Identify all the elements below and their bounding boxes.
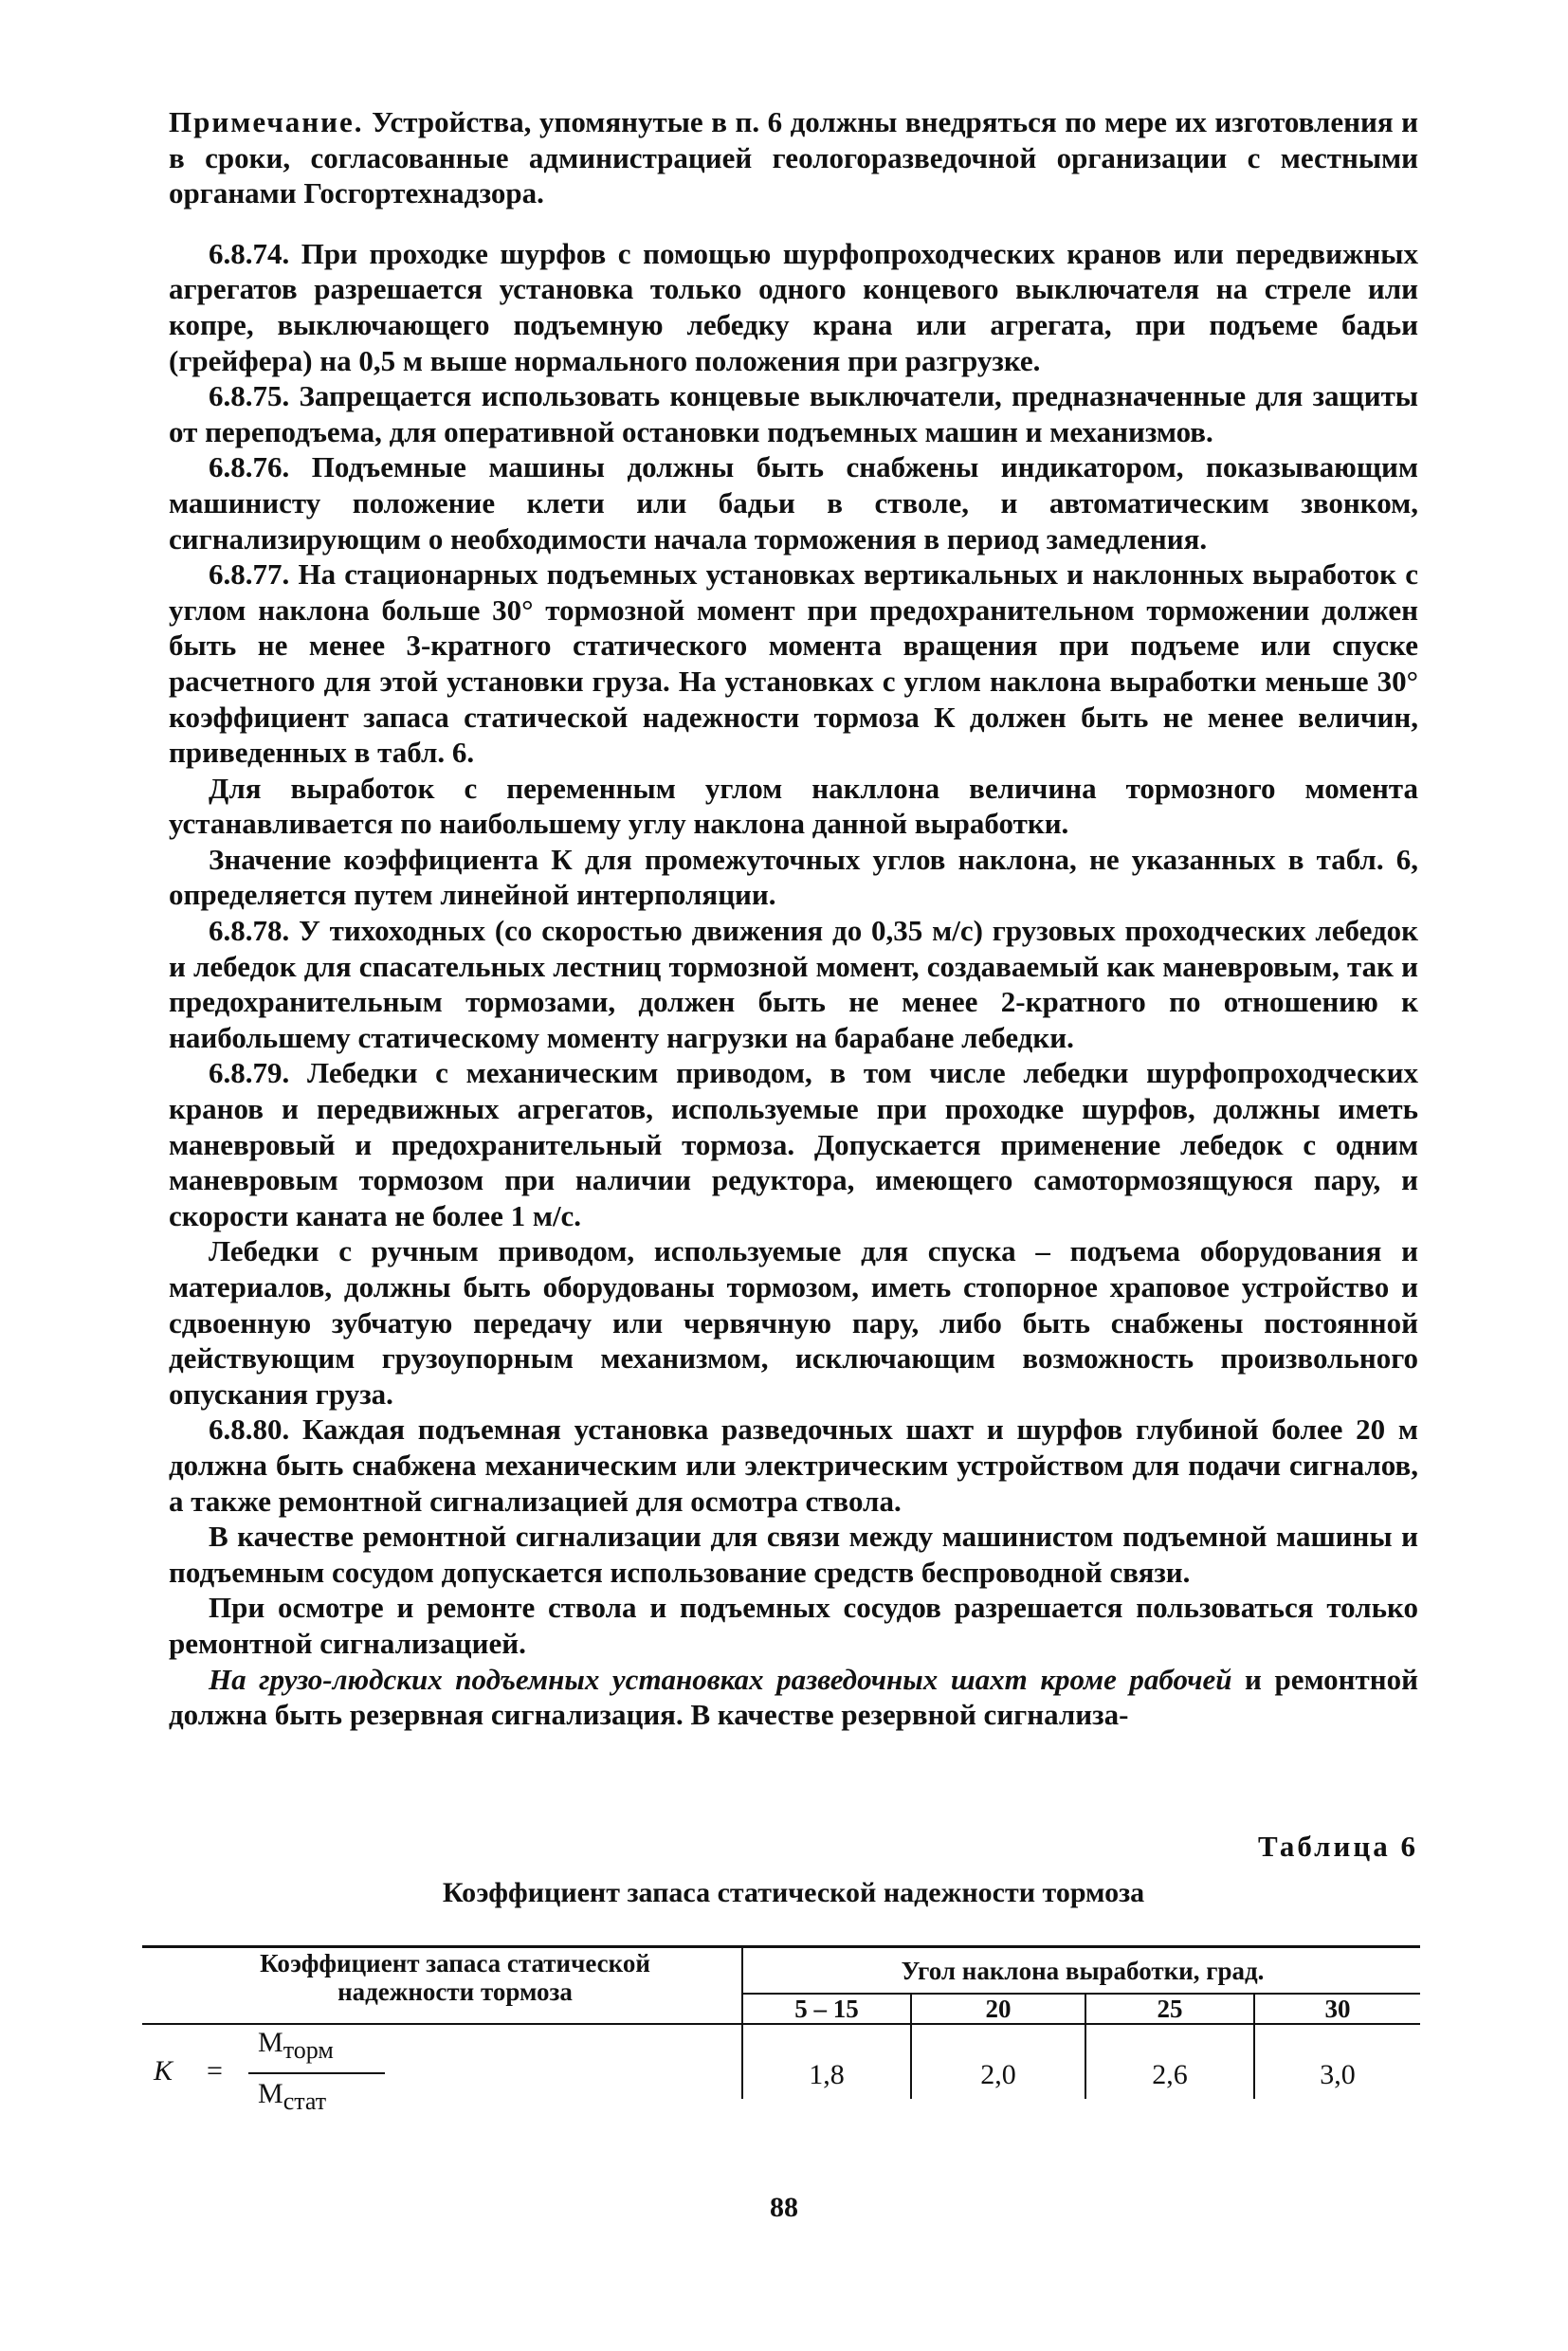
formula-symbol: К — [154, 2055, 173, 2087]
fraction-bar — [248, 2072, 385, 2074]
body-text — [169, 104, 1418, 1733]
paragraph-reserve-signal — [169, 1662, 1418, 1733]
paragraph-6-8-80: 6.8.80. Каждая подъемная установка разведочных шахт и шурфов глубиной более 20 м должна быть снабжена механическим или электрическим устройством для подачи сигналов, а также ремонтной сигнализацией для осмотра ствола. — [169, 1412, 1418, 1518]
paragraph-6-8-76: 6.8.76. Подъемные машины должны быть снабжены индикатором, показывающим машинисту положение клети или бадьи в стволе, и автоматическим звонком, сигнализирующим о необходимости начала торможения в период замедления. — [169, 450, 1418, 556]
formula-denominator — [258, 2078, 326, 2116]
value-30: 3,0 — [1320, 2059, 1356, 2090]
angle-5-15: 5 – 15 — [794, 1995, 859, 2023]
formula-equals: = — [207, 2055, 223, 2087]
header-angle: Угол наклона выработки, град. — [901, 1957, 1265, 1985]
angle-25: 25 — [1157, 1995, 1183, 2023]
table-caption: Таблица 6 — [1258, 1830, 1418, 1863]
value-20: 2,0 — [980, 2059, 1016, 2090]
angle-20: 20 — [985, 1995, 1012, 2023]
numerator-base: М — [258, 2027, 283, 2058]
angle-30: 30 — [1324, 1995, 1351, 2023]
paragraph-wireless: В качестве ремонтной сигнализации для связи между машинистом подъемной машины и подъемным сосудом допускается использование средств беспроводной связи. — [169, 1520, 1418, 1589]
note-label: Примечание. — [169, 105, 364, 138]
italic-lead: На грузо-людских подъемных установках разведочных шахт кроме рабочей — [209, 1662, 1232, 1696]
paragraph-interpolation: Значение коэффициента К для промежуточных углов наклона, не указанных в табл. 6, определяется путем линейной интерполяции. — [169, 842, 1418, 912]
page-number: 88 — [770, 2192, 798, 2223]
paragraph-manual-winches: Лебедки с ручным приводом, используемые для спуска – подъема оборудования и материалов, должны быть оборудованы тормозом, иметь стопорное храповое устройство и сдвоенную зубчатую передачу или червячную пару, либо быть снабжены постоянной действующим грузоупорным механизмом, исключающим возможность произвольного опускания груза. — [169, 1234, 1418, 1411]
note-paragraph — [169, 104, 1418, 211]
value-5-15: 1,8 — [809, 2059, 845, 2090]
paragraph-6-8-78: 6.8.78. У тихоходных (со скоростью движения до 0,35 м/с) грузовых проходческих лебедок и лебедок для спасательных лестниц тормозной момент, создаваемый как маневровым, так и предохранительным тормозами, должен быть не менее 2-кратного по отношению к наибольшему статическому моменту нагрузки на барабане лебедки. — [169, 914, 1418, 1054]
table-title: Коэффициент запаса статической надежности тормоза — [442, 1877, 1145, 1908]
denominator-sub: стат — [283, 2087, 327, 2115]
paragraph-inspection: При осмотре и ремонте ствола и подъемных сосудов разрешается пользоваться только ремонтной сигнализацией. — [169, 1591, 1418, 1660]
paragraph-6-8-74: 6.8.74. При проходке шурфов с помощью шурфопроходческих кранов или передвижных агрегатов разрешается установка только одного концевого выключателя на стреле или копре, выключающего подъемную лебедку крана или агрегата, при подъеме бадьи (грейфера) на 0,5 м выше нормального положения при разгрузке. — [169, 236, 1418, 377]
paragraph-variable-angle: Для выработок с переменным углом накллона величина тормозного момента устанавливается по наибольшему углу наклона данной выработки. — [169, 771, 1418, 841]
note-text: Устройства, упомянутые в п. 6 должны внедряться по мере их изготовления и в сроки, согласованные администрацией геологоразведочной организации с местными органами Госгортехнадзора. — [169, 105, 1418, 210]
paragraph-6-8-75: 6.8.75. Запрещается использовать концевые выключатели, предназначенные для защиты от переподъема, для оперативной остановки подъемных машин и механизмов. — [169, 379, 1418, 448]
paragraph-6-8-77: 6.8.77. На стационарных подъемных установках вертикальных и наклонных выработок с углом наклона больше 30° тормозной момент при предохранительном торможении должен быть не менее 3-кратного статического момента вращения при подъеме или спуске расчетного для этой установки груза. На установках с углом наклона выработки меньше 30° коэффициент запаса статической надежности тормоза К должен быть не менее величин, приведенных в табл. 6. — [169, 557, 1418, 770]
header-coefficient: Коэффициент запаса статической надежности тормоза — [260, 1949, 650, 2006]
value-25: 2,6 — [1152, 2059, 1188, 2090]
numerator-sub: торм — [283, 2036, 334, 2064]
reserve-signal-text: и ремонтной должна быть резервная сигнализация. В качестве резервной сигнализа- — [169, 1662, 1418, 1732]
formula-numerator — [258, 2027, 334, 2065]
paragraph-6-8-79: 6.8.79. Лебедки с механическим приводом, в том числе лебедки шурфопроходческих кранов и передвижных агрегатов, используемые при проходке шурфов, должны иметь маневровый и предохранительный тормоза. Допускается применение лебедок с одним маневровым тормозом при наличии редуктора, имеющего самотормозящуюся пару, и скорости каната не более 1 м/с. — [169, 1056, 1418, 1232]
table-top-rule — [142, 1945, 1420, 1948]
denominator-base: М — [258, 2078, 283, 2109]
